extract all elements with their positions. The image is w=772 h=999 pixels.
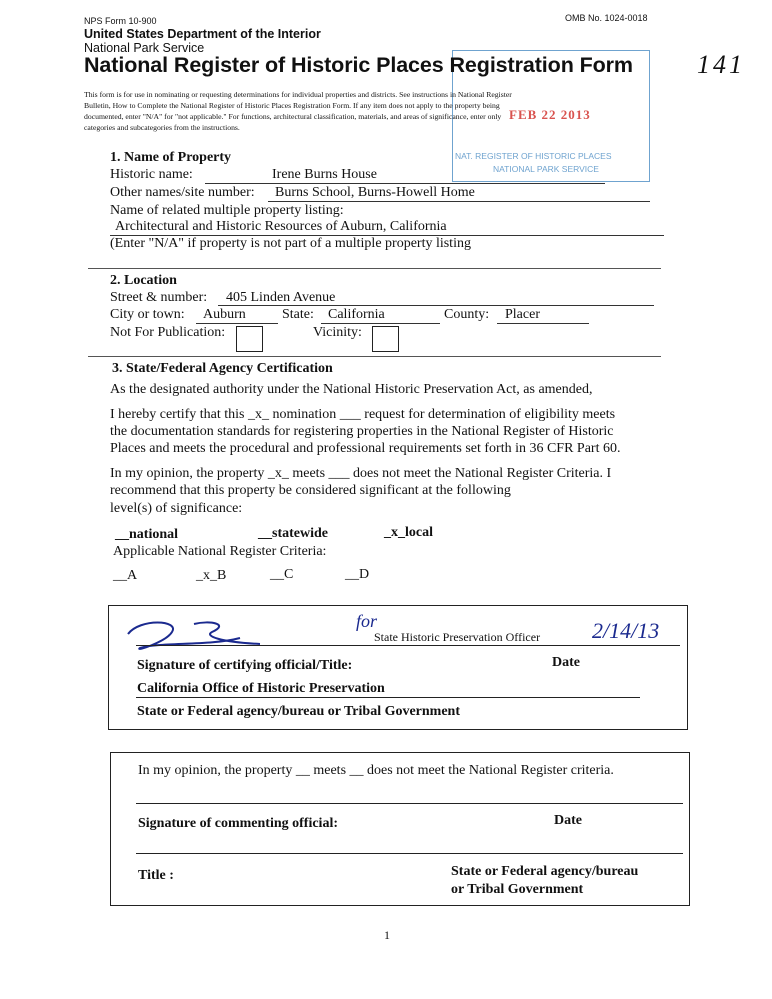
- other-names-label: Other names/site number:: [110, 185, 255, 200]
- section2-heading: 2. Location: [110, 273, 177, 288]
- instructions-line-3: documented, enter "N/A" for "not applicable." For functions, architectural classification, materials, and areas of significance, enter only: [84, 112, 502, 121]
- level-national[interactable]: __national: [115, 527, 179, 542]
- department: United States Department of the Interior: [84, 27, 321, 41]
- state-value[interactable]: California: [328, 307, 385, 322]
- handwritten-signature: [120, 612, 280, 656]
- instructions-line-1: This form is for use in nominating or requesting determinations for individual properties and districts. See instructions in National Register: [84, 90, 512, 99]
- street-underline: [218, 305, 654, 306]
- city-underline: [196, 323, 278, 324]
- state-label: State:: [282, 307, 314, 322]
- stamp-date: FEB 22 2013: [509, 107, 591, 122]
- commenting-title-line: [136, 853, 683, 854]
- page-number: 1: [384, 928, 390, 942]
- street-label: Street & number:: [110, 290, 208, 305]
- certifying-date-label: Date: [552, 655, 580, 670]
- related-listing-label: Name of related multiple property listing:: [110, 203, 344, 218]
- certify-line-2: the documentation standards for registering properties in the National Register of Historic: [110, 424, 614, 439]
- form-number: NPS Form 10-900: [84, 16, 157, 26]
- commenting-title-label: Title :: [138, 868, 174, 883]
- criteria-label: Applicable National Register Criteria:: [113, 544, 327, 559]
- instructions-line-2: Bulletin, How to Complete the National Register of Historic Places Registration Form. If any item does not apply to the property being: [84, 101, 500, 110]
- criteria-a[interactable]: __A: [113, 568, 138, 583]
- commenting-opinion: In my opinion, the property __ meets __ does not meet the National Register criteria.: [138, 763, 614, 778]
- handwritten-number: 141: [697, 50, 745, 79]
- other-names-underline: [268, 201, 650, 202]
- certifying-agency-underline: [136, 697, 640, 698]
- certifying-signature-label: Signature of certifying official/Title:: [137, 658, 353, 673]
- criteria-c[interactable]: __C: [270, 567, 294, 582]
- section2-divider: [88, 356, 661, 357]
- section1-heading: 1. Name of Property: [110, 150, 232, 165]
- stamp-text-line1: NAT. REGISTER OF HISTORIC PLACES: [455, 151, 612, 161]
- county-value[interactable]: Placer: [505, 307, 540, 322]
- authority-text: As the designated authority under the National Historic Preservation Act, as amended,: [110, 382, 593, 397]
- commenting-date-label: Date: [554, 813, 582, 828]
- omb-number: OMB No. 1024-0018: [565, 13, 648, 23]
- certify-line-1: I hereby certify that this _x_ nomination ___ request for determination of eligibility meets: [110, 407, 616, 422]
- certify-line-3: Places and meets the procedural and professional requirements set forth in 36 CFR Part 60.: [110, 441, 621, 456]
- city-value[interactable]: Auburn: [203, 307, 246, 322]
- state-underline: [321, 323, 440, 324]
- certifying-agency-label: State or Federal agency/bureau or Tribal Government: [137, 704, 461, 719]
- city-label: City or town:: [110, 307, 185, 322]
- other-names-value[interactable]: Burns School, Burns-Howell Home: [275, 185, 475, 200]
- opinion-line-1: In my opinion, the property _x_ meets ___ does not meet the National Register Criteria. I: [110, 466, 612, 481]
- form-title: National Register of Historic Places Registration Form: [84, 53, 633, 77]
- certifying-agency-value[interactable]: California Office of Historic Preservation: [137, 681, 385, 696]
- historic-name-underline: [205, 183, 605, 184]
- opinion-line-2: recommend that this property be considered significant at the following: [110, 483, 511, 498]
- historic-name-value[interactable]: Irene Burns House: [272, 167, 377, 182]
- historic-name-label: Historic name:: [110, 167, 193, 182]
- not-for-publication-checkbox[interactable]: [236, 326, 263, 352]
- commenting-signature-line: [136, 803, 683, 804]
- criteria-d[interactable]: __D: [345, 567, 370, 582]
- certifying-signature-line: [136, 645, 680, 646]
- related-listing-value[interactable]: Architectural and Historic Resources of Auburn, California: [115, 219, 447, 234]
- criteria-b[interactable]: _x_B: [196, 568, 227, 583]
- handwritten-for: for: [356, 611, 378, 631]
- certifying-title-value[interactable]: State Historic Preservation Officer: [374, 630, 541, 644]
- vicinity-label: Vicinity:: [313, 325, 362, 340]
- county-underline: [497, 323, 589, 324]
- section1-divider: [88, 268, 661, 269]
- instructions-line-4: categories and subcategories from the instructions.: [84, 123, 240, 132]
- section3-heading: 3. State/Federal Agency Certification: [112, 361, 333, 376]
- county-label: County:: [444, 307, 490, 322]
- opinion-line-3: level(s) of significance:: [110, 501, 243, 516]
- level-local[interactable]: _x_local: [384, 525, 433, 540]
- level-statewide[interactable]: __statewide: [258, 526, 328, 541]
- street-value[interactable]: 405 Linden Avenue: [226, 290, 336, 305]
- handwritten-date: 2/14/13: [592, 618, 660, 643]
- vicinity-checkbox[interactable]: [372, 326, 399, 352]
- stamp-text-line2: NATIONAL PARK SERVICE: [493, 164, 599, 174]
- commenting-agency-label-2: or Tribal Government: [451, 882, 584, 897]
- service: National Park Service: [84, 41, 205, 55]
- not-for-publication-label: Not For Publication:: [110, 325, 226, 340]
- na-note: (Enter "N/A" if property is not part of a multiple property listing: [110, 236, 471, 251]
- commenting-signature-label: Signature of commenting official:: [138, 816, 338, 831]
- commenting-agency-label-1: State or Federal agency/bureau: [451, 864, 639, 879]
